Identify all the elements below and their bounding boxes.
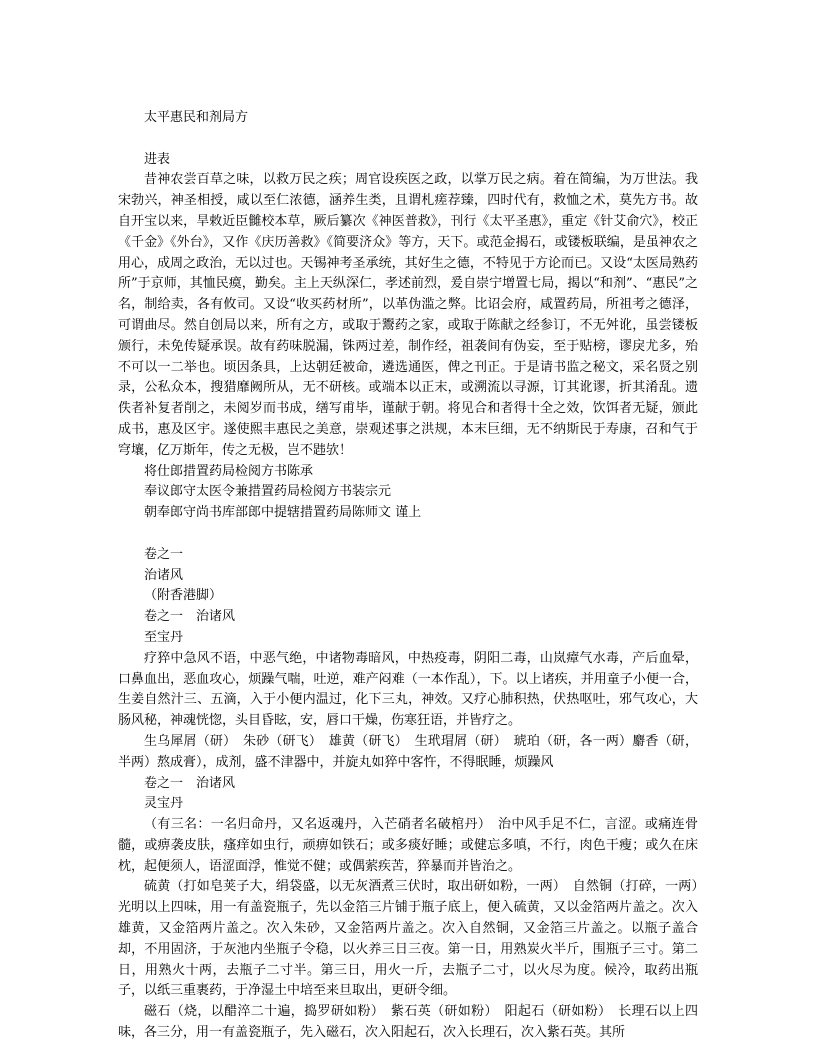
signature-line: 朝奉郎守尚书库部郎中提辖措置药局陈师文 谨上 xyxy=(144,505,422,521)
formula-indications: （有三名：一名归命丹，又名返魂丹，入芒硝者名破棺丹） 治中风手足不仁，言涩。或痛连骨髓，或痹袭皮肤，瘙痒如虫行，顽痹如铁石；或多痰好睡；或健忘多嗔，不行，肉色干瘦；或久在床枕，起便须人，语涩面浮，惟觉不健；或偶萦疾苦，猝暴而并皆治之。 xyxy=(118,817,698,874)
formula-ingredients: 生乌犀屑（研） 朱砂（研飞） 雄黄（研飞） 生玳瑁屑（研） 琥珀（研，各一两）麝香（研，半两）熬成膏），成剂，盛不津器中，并旋丸如猝中客忤，不得眠睡，烦躁风 xyxy=(118,733,698,770)
preface-heading: 进表 xyxy=(144,151,171,167)
book-title: 太平惠民和剂局方 xyxy=(144,110,249,125)
volume-subheading: 治诸风 xyxy=(144,567,184,583)
formula-name: 灵宝丹 xyxy=(144,796,184,812)
preface-text: 昔神农尝百草之味，以救万民之疾；周官设疾医之政，以掌万民之病。着在简编，为万世法。我宋勃兴，神圣相授，咸以至仁浓德，涵养生类，且谓札瘥荐臻，四时代有，救恤之术，莫先方书。故自开宝以来，旱敕近臣雠校本草，厥后纂次《神医普救》，刊行《太平圣惠》，重定《针艾俞穴》，校正《千金》《外台》，又作《庆历善救》《简要济众》等方，天下。或范金揭石，或镂板联编，是虽神农之用心，成周之政治，无以过也。天锡神考圣承统，其好生之德，不特见于方论而已。又设“太医局熟药所”于京师，其恤民瘼，勤矣。主上天纵深仁，孝述前烈，爰自崇宁增置七局，揭以“和剂”、“惠民”之名，制给卖，各有攸司。又设“收买药材所”，以革伪滥之弊。比诏会府，咸置药局，所祖考之德泽，可谓曲尽。然自创局以来，所有之方，或取于鬻药之家，或取于陈献之经参订，不无舛讹，虽尝镂板颁行，未免传疑承误。故有药味脱漏，铢两过差，制作经，祖袭间有伪妄，至于贴榜，谬戾尤多，殆不可以一二举也。顷因条具，上达朝廷被命，遴选通医，俾之刊正。于是请书监之秘文，采名贤之别录，公私众本，搜猎靡阙所从，无不研核。或端本以正末，或溯流以寻源，订其讹谬，折其淆乱。遗佚者补复者削之，未阅岁而书成，缮写甫毕，谨献于朝。将见合和者得十全之效，饮饵者无疑，颁此成书，惠及区宇。遂使熙丰惠民之美意，崇观述事之洪规，本末巨细，无不纳斯民于寿康，召和气于穹壤，亿万斯年，传之无极，岂不韪欤！ xyxy=(118,172,698,458)
document-page xyxy=(118,108,712,1044)
section-heading: 卷之一 治诸风 xyxy=(144,775,236,791)
section-heading: 卷之一 治诸风 xyxy=(144,609,236,625)
signature-line: 将仕郎措置药局检阅方书陈承 xyxy=(144,463,314,479)
volume-heading: 卷之一 xyxy=(144,546,184,562)
formula-indications: 疗猝中急风不语，中恶气绝，中诸物毒暗风，中热疫毒，阴阳二毒，山岚瘴气水毒，产后血晕，口鼻血出，恶血攻心，烦躁气喘，吐逆，难产闷难（一本作乱），下。以上诸疾，并用童子小便一合，生姜自然汁三、五滴，入于小便内温过，化下三丸，神效。又疗心肺积热，伏热呕吐，邪气攻心，大肠风秘，神魂恍惚，头目昏眩，安，唇口干燥，伤寒狂语，并皆疗之。 xyxy=(118,650,698,729)
appendix-note: （附香港脚） xyxy=(144,588,223,604)
formula-name: 至宝丹 xyxy=(144,629,184,645)
formula-method: 磁石（烧，以醋淬二十遍，捣罗研如粉） 紫石英（研如粉） 阳起石（研如粉） 长理石以上四味，各三分，用一有盖瓷瓶子，先入磁石，次入阳起石，次入长理石，次入紫石英。其所 xyxy=(118,1004,698,1041)
signature-line: 奉议郎守太医令兼措置药局检阅方书装宗元 xyxy=(144,484,392,500)
formula-method: 硫黄（打如皂荚子大，绢袋盛，以无灰酒煮三伏时，取出研如粉，一两） 自然铜（打碎，一两） 光明以上四味，用一有盖瓷瓶子，先以金箔三片铺于瓶子底上，便入硫黄，又以金箔两片盖之。次入雄黄，又金箔两片盖之。次入朱砂，又金箔两片盖之。次入自然铜，又金箔三片盖之。以瓶子盖合却，不用固济，于灰池内坐瓶子令稳，以火养三日三夜。第一日，用熟炭火半斤，围瓶子三寸。第二日，用熟火十两，去瓶子二寸半。第三日，用火一斤，去瓶子二寸，以火尽为度。候冷，取药出瓶子，以纸三重裹药，于净湿土中培至来旦取出，更研令细。 xyxy=(118,879,712,999)
